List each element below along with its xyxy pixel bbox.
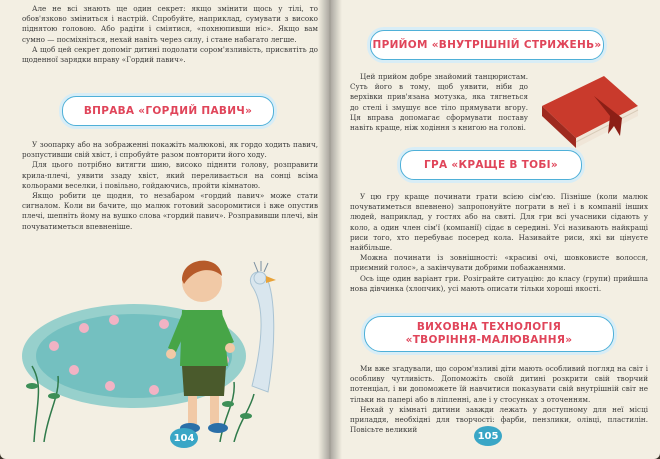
page-number-left: 104 <box>170 428 198 448</box>
technology-title-line1: ВИХОВНА ТЕХНОЛОГІЯ <box>416 321 562 333</box>
red-book-icon <box>534 66 644 150</box>
paragraph: Цей прийом добре знайомий танцюристам. Суть його в тому, щоб уявити, ніби до верхівки прив'язана мотузка, яка тягнеться до стелі і змушує все тіло прямувати вгору. Ця вправа допомагає сформувати поставу навіть краще, ніж ходіння з книгою на голові. <box>350 72 528 133</box>
paragraph: Можна починати із зовнішності: «красиві очі, шовковисте волосся, приємний голос», а закінчувати добрими побажаннями. <box>350 253 648 273</box>
boy-and-peacock-illustration <box>14 236 310 442</box>
left-intro-text <box>22 4 318 65</box>
technique-title: ПРИЙОМ «ВНУТРІШНІЙ СТРИЖЕНЬ» <box>372 38 602 51</box>
game-text <box>350 192 648 294</box>
paragraph: Ось іще один варіант гри. Розіграйте ситуацію: до класу (групи) прийшла нова дівчинка (хлопчик), усі мають описати тільки хороші якості. <box>350 273 648 293</box>
paragraph: Нехай у кімнаті дитини завжди лежать у доступному для неї місці приладдя, необхідні для творчості: фарби, пензлики, олівці, пластилін. Повісьте великий <box>350 404 648 435</box>
technology-text <box>350 364 648 435</box>
technology-title-line2: «ТВОРІННЯ-МАЛЮВАННЯ» <box>405 334 573 346</box>
exercise-banner <box>62 96 274 126</box>
paragraph: Для цього потрібно витягти шию, високо підняти голову, розправити крила-плечі, уявити ззаду хвіст, який переливається на сонці всіма кольорами веселки, і повільно, гойдаючись, пройти кімнатою. <box>22 160 318 190</box>
book-gutter <box>318 0 342 459</box>
paragraph: А щоб цей секрет допоміг дитині подолати сором'язливість, присвятіть до щоденної зарядки вправу «Гордий павич». <box>22 44 318 65</box>
paragraph: Ми вже згадували, що сором'язливі діти мають особливий погляд на світ і особливу чутливість. Допоможіть своїй дитині розкрити свій творчий потенціал, і ви допоможете їй навчитися показувати свій внутрішній світ не тільки на папері або в ліпленні, але і у стосунках з оточенням. <box>350 364 648 404</box>
technique-banner <box>370 30 604 60</box>
technique-text <box>350 72 528 133</box>
paragraph: У зоопарку або на зображенні покажіть малюкові, як гордо ходить павич, розпустивши свій хвіст, і спробуйте разом повторити його ходу. <box>22 140 318 160</box>
game-banner <box>400 150 582 180</box>
page-number-right: 105 <box>474 426 502 446</box>
paragraph: Якщо робити це щодня, то незабаром «гордий павич» може стати сигналом. Коли ви бачите, що малюк готовий засоромитися і вже опустив плечі, шепніть йому на вушко слова «гордий павич». Розправивши плечі, він почуватиметься впевненіше. <box>22 191 318 231</box>
exercise-text <box>22 140 318 232</box>
game-title: ГРА «КРАЩЕ В ТОБІ» <box>424 158 558 171</box>
paragraph: Але не всі знають ще один секрет: якщо змінити щось у тілі, то обов'язково зміниться і настрій. Спробуйте, наприклад, сумувати з високо піднятою головою. Або радіти і сміятися, «похнюпивши ніс». Якщо вам сумно — посміхніться, нехай навіть через силу, і стане набагато легше. <box>22 4 318 44</box>
paragraph: У цю гру краще починати грати всією сім'єю. Пізніше (коли малюк почуватиметься впевнено) запропонуйте пограти в неї і в компанії інших людей, наприклад, у гостях або на святі. Для гри всі учасники сідають у коло, а один член сім'ї (компанії) сідає в середині. Усі називають найкращі риси того, хто перебуває посеред кола. Називайте риси, які ви цінуєте найбільше. <box>350 192 648 253</box>
exercise-title: ВПРАВА «ГОРДИЙ ПАВИЧ» <box>83 104 253 117</box>
technology-banner <box>364 316 614 352</box>
